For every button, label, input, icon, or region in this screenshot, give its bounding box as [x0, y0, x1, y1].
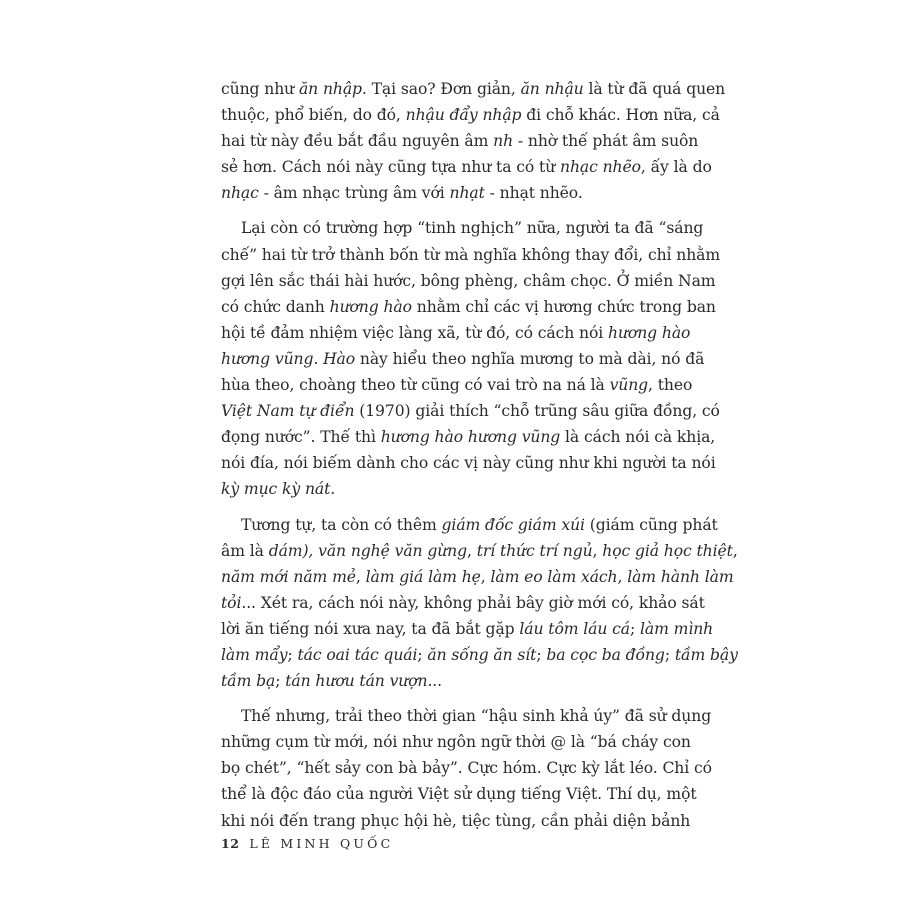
text-line [221, 76, 726, 102]
text-run: lời ăn tiếng nói xưa nay, ta đã bắt gặp [221, 619, 520, 638]
text-line [221, 215, 704, 241]
text-run: nhằm chỉ các vị hương chức trong ban [411, 297, 716, 316]
text-run: gợi lên sắc thái hài hước, bông phèng, châm chọc. Ở miền Nam [221, 271, 716, 290]
italic-text: tỏi [221, 593, 242, 612]
italic-text: tầm bậy [674, 645, 738, 664]
text-run: , [617, 567, 628, 586]
text-run: ; [630, 619, 641, 638]
paragraph [221, 215, 721, 502]
text-run: thể là độc đáo của người Việt sử dụng tiếng Việt. Thí dụ, một [221, 785, 697, 804]
text-run: - nhạt nhẽo. [484, 184, 583, 203]
text-line [221, 398, 720, 424]
italic-text: làm giá làm hẹ [365, 567, 481, 586]
text-line [221, 755, 712, 781]
text-run: (giám cũng phát [584, 515, 718, 534]
italic-text: làm mình [640, 619, 714, 638]
italic-text: kỳ mục kỳ nát [221, 480, 331, 499]
text-run: Lại còn có trường hợp “tinh nghịch” nữa, người ta đã “sáng [241, 219, 704, 238]
text-line [221, 268, 716, 294]
text-run: , ấy là do [640, 158, 712, 177]
italic-text: tác oai tác quái [297, 645, 418, 664]
text-run: ... [427, 672, 443, 691]
italic-text: Hào [323, 349, 356, 368]
text-run: đi chỗ khác. Hơn nữa, cả [521, 106, 720, 125]
italic-text: vũng [609, 376, 649, 395]
paragraph [221, 76, 726, 206]
text-run: thuộc, phổ biến, do đó, [221, 106, 406, 125]
text-line [221, 668, 683, 694]
italic-text: làm hành làm [627, 567, 734, 586]
italic-text: hương hào hương vũng [380, 428, 561, 447]
text-run: - nhờ thế phát âm suôn [513, 132, 699, 151]
text-line [221, 564, 734, 590]
text-run: - âm nhạc trùng âm với [258, 184, 450, 203]
italic-text: hương hào [608, 323, 691, 342]
text-run: , [466, 541, 477, 560]
text-run: ; [536, 645, 547, 664]
text-line [221, 476, 683, 502]
text-run: ; [664, 645, 675, 664]
text-run: . Tại sao? Đơn giản, [361, 80, 521, 98]
text-run: nói đía, nói biếm dành cho các vị này cũng như khi người ta nói [221, 454, 716, 473]
text-run: , [355, 567, 366, 586]
text-run: là cách nói cà khịa, [560, 428, 716, 447]
italic-text: trí thức trí ngủ [476, 541, 593, 560]
text-run: , [592, 541, 603, 560]
text-line [221, 294, 716, 320]
italic-text: tầm bạ [221, 672, 276, 691]
text-line [221, 616, 714, 642]
text-run: chế” hai từ trở thành bốn từ mà nghĩa không thay đổi, chỉ nhằm [221, 245, 721, 264]
text-line [221, 642, 738, 668]
text-run: sẻ hơn. Cách nói này cũng tựa như ta có từ [221, 158, 560, 177]
text-run: . [313, 349, 324, 368]
text-run: ; [417, 645, 428, 664]
paragraph [221, 703, 712, 833]
italic-text: làm mẩy [221, 645, 288, 664]
text-line [221, 781, 697, 807]
text-run: cũng như [221, 80, 299, 98]
text-run: là từ đã quá quen [583, 80, 726, 98]
italic-text: nh [493, 132, 514, 151]
italic-text: tán hươu tán vượn [285, 672, 428, 691]
italic-text: ăn nhậu [520, 80, 584, 98]
italic-text: Việt Nam tự điển [221, 402, 355, 421]
italic-text: nhậu đẩy nhập [405, 106, 522, 125]
text-run: có chức danh [221, 297, 330, 316]
text-run: , theo [648, 376, 693, 395]
italic-text: ăn sống ăn sít [427, 645, 537, 664]
italic-text: hương vũng [221, 349, 314, 368]
italic-text: nhạt [449, 184, 485, 203]
page-number: 12 [221, 836, 240, 851]
text-run: âm là [221, 541, 269, 560]
italic-text: nhạc nhẽo [560, 158, 641, 177]
text-line [221, 424, 716, 450]
text-line [221, 372, 693, 398]
text-line [221, 512, 718, 538]
italic-text: dám), văn nghệ văn gừng [268, 541, 467, 560]
text-line [221, 590, 705, 616]
text-line [221, 703, 712, 729]
text-run: bọ chét”, “hết sảy con bà bảy”. Cực hóm. Cực kỳ lắt léo. Chỉ có [221, 759, 712, 778]
text-line [221, 538, 738, 564]
text-line [221, 808, 691, 834]
text-line [221, 320, 691, 346]
text-run: này hiểu theo nghĩa mương to mà dài, nó đã [355, 349, 705, 368]
text-run: những cụm từ mới, nói như ngôn ngữ thời @ là “bá cháy con [221, 733, 691, 752]
italic-text: ba cọc ba đồng [546, 645, 665, 664]
paragraph [221, 512, 738, 695]
text-run: ... Xét ra, cách nói này, không phải bây giờ mới có, khảo sát [241, 593, 705, 612]
text-run: khi nói đến trang phục hội hè, tiệc tùng, cần phải diện bảnh [221, 811, 691, 830]
text-line [221, 346, 705, 372]
italic-text: hương hào [329, 297, 412, 316]
text-run: , [732, 541, 738, 560]
text-run: ; [275, 672, 286, 691]
text-line [221, 154, 712, 180]
text-run: . [330, 480, 336, 499]
text-run: , [480, 567, 491, 586]
italic-text: năm mới năm mẻ [221, 567, 356, 586]
text-line [221, 242, 721, 268]
text-line [221, 450, 716, 476]
text-line [221, 102, 720, 128]
italic-text: giám đốc giám xúi [441, 515, 585, 534]
text-run: hội tề đảm nhiệm việc làng xã, từ đó, có cách nói [221, 323, 609, 342]
text-line [221, 128, 699, 154]
text-run: hai từ này đều bắt đầu nguyên âm [221, 132, 494, 151]
text-run: Tương tự, ta còn có thêm [241, 515, 442, 534]
text-run: đọng nước”. Thế thì [221, 428, 381, 447]
text-line [221, 729, 691, 755]
text-run: Thế nhưng, trải theo thời gian “hậu sinh khả úy” đã sử dụng [241, 707, 712, 726]
italic-text: nhạc [221, 184, 259, 203]
italic-text: học giả học thiệt [602, 541, 733, 560]
italic-text: làm eo làm xách [490, 567, 618, 586]
italic-text: láu tôm láu cá [519, 619, 630, 638]
page-footer [221, 836, 393, 851]
text-line [221, 180, 683, 206]
author-name: LÊ MINH QUỐC [249, 836, 394, 851]
text-run: (1970) giải thích “chỗ trũng sâu giữa đồng, có [354, 402, 720, 421]
italic-text: ăn nhập [298, 80, 362, 98]
text-run: hùa theo, choàng theo từ cũng có vai trò na ná là [221, 376, 610, 395]
text-run: ; [287, 645, 298, 664]
body-text [221, 76, 738, 834]
